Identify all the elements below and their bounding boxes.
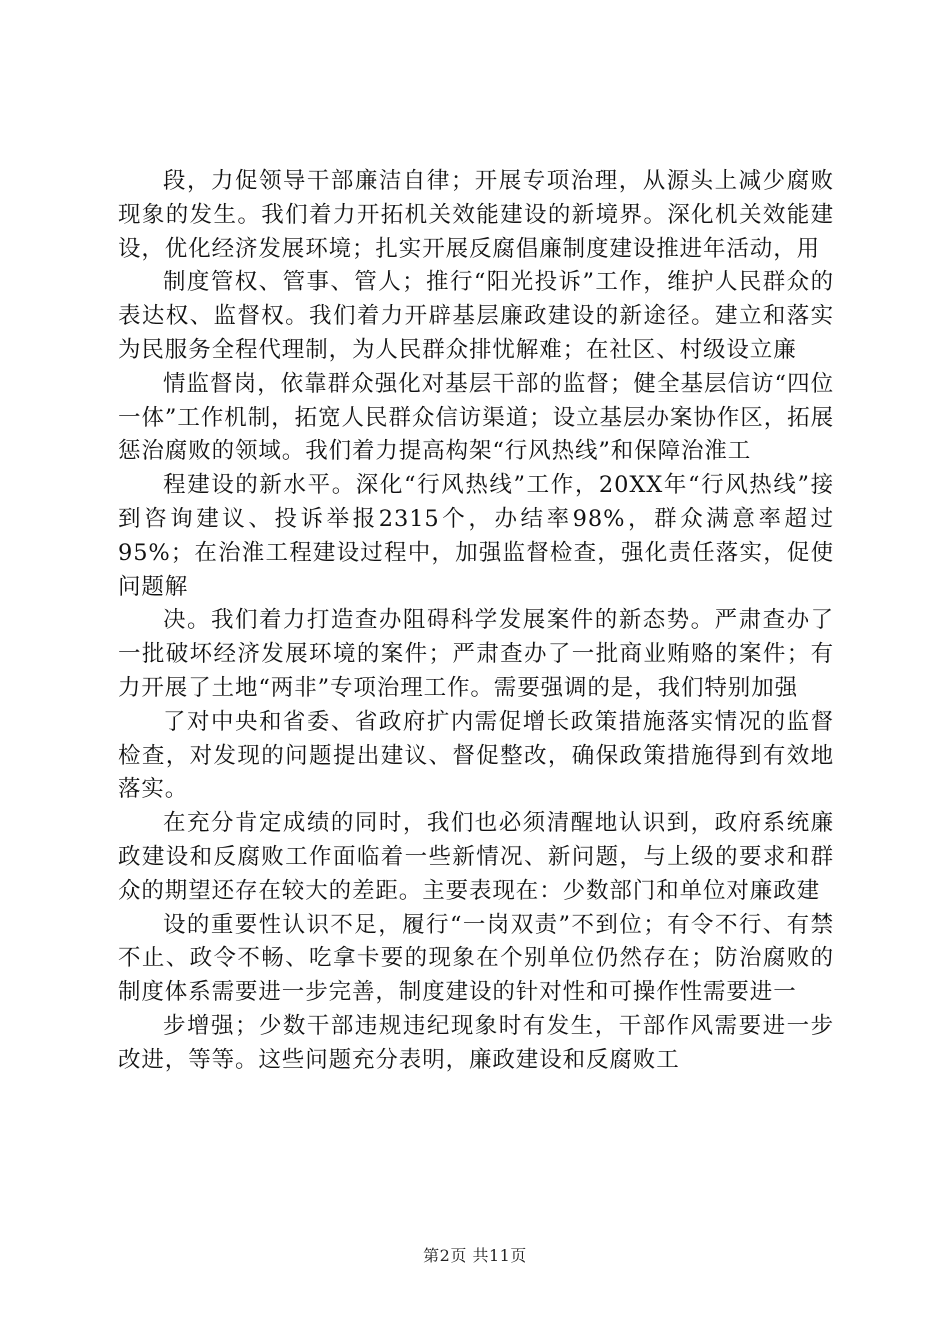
paragraph-6: 了对中央和省委、省政府扩内需促增长政策措施落实情况的监督检查，对发现的问题提出建议、督促整改，确保政策措施得到有效地落实。 (118, 708, 834, 803)
page-number-footer: 第2页 共11页 (423, 1246, 527, 1265)
paragraph-2: 制度管权、管事、管人；推行“阳光投诉”工作，维护人民群众的表达权、监督权。我们着力开辟基层廉政建设的新途径。建立和落实为民服务全程代理制，为人民群众排忧解难；在社区、村级设立廉 (118, 269, 834, 363)
paragraph-9: 步增强；少数干部违规违纪现象时有发生，干部作风需要进一步改进，等等。这些问题充分表明，廉政建设和反腐败工 (118, 1012, 834, 1073)
paragraph-1: 段，力促领导干部廉洁自律；开展专项治理，从源头上减少腐败现象的发生。我们着力开拓机关效能建设的新境界。深化机关效能建设，优化经济发展环境；扎实开展反腐倡廉制度建设推进年活动，用 (118, 168, 834, 262)
document-body (118, 165, 834, 1078)
paragraph-5: 决。我们着力打造查办阻碍科学发展案件的新态势。严肃查办了一批破坏经济发展环境的案件；严肃查办了一批商业贿赂的案件；有力开展了土地“两非”专项治理工作。需要强调的是，我们特别加强 (118, 607, 834, 701)
paragraph-7: 在充分肯定成绩的同时，我们也必须清醒地认识到，政府系统廉政建设和反腐败工作面临着一些新情况、新问题，与上级的要求和群众的期望还存在较大的差距。主要表现在：少数部门和单位对廉政建 (118, 810, 834, 904)
paragraph-3: 情监督岗，依靠群众强化对基层干部的监督；健全基层信访“四位一体”工作机制，拓宽人民群众信访渠道；设立基层办案协作区，拓展惩治腐败的领域。我们着力提高构架“行风热线”和保障治淮工 (118, 370, 834, 465)
paragraph-8: 设的重要性认识不足，履行“一岗双责”不到位；有令不行、有禁不止、政令不畅、吃拿卡要的现象在个别单位仍然存在；防治腐败的制度体系需要进一步完善，制度建设的针对性和可操作性需要进一 (118, 911, 834, 1006)
paragraph-4: 程建设的新水平。深化“行风热线”工作，20XX年“行风热线”接到咨询建议、投诉举报2315个，办结率98%，群众满意率超过95%；在治淮工程建设过程中，加强监督检查，强化责任落实，促使问题解 (118, 472, 834, 600)
